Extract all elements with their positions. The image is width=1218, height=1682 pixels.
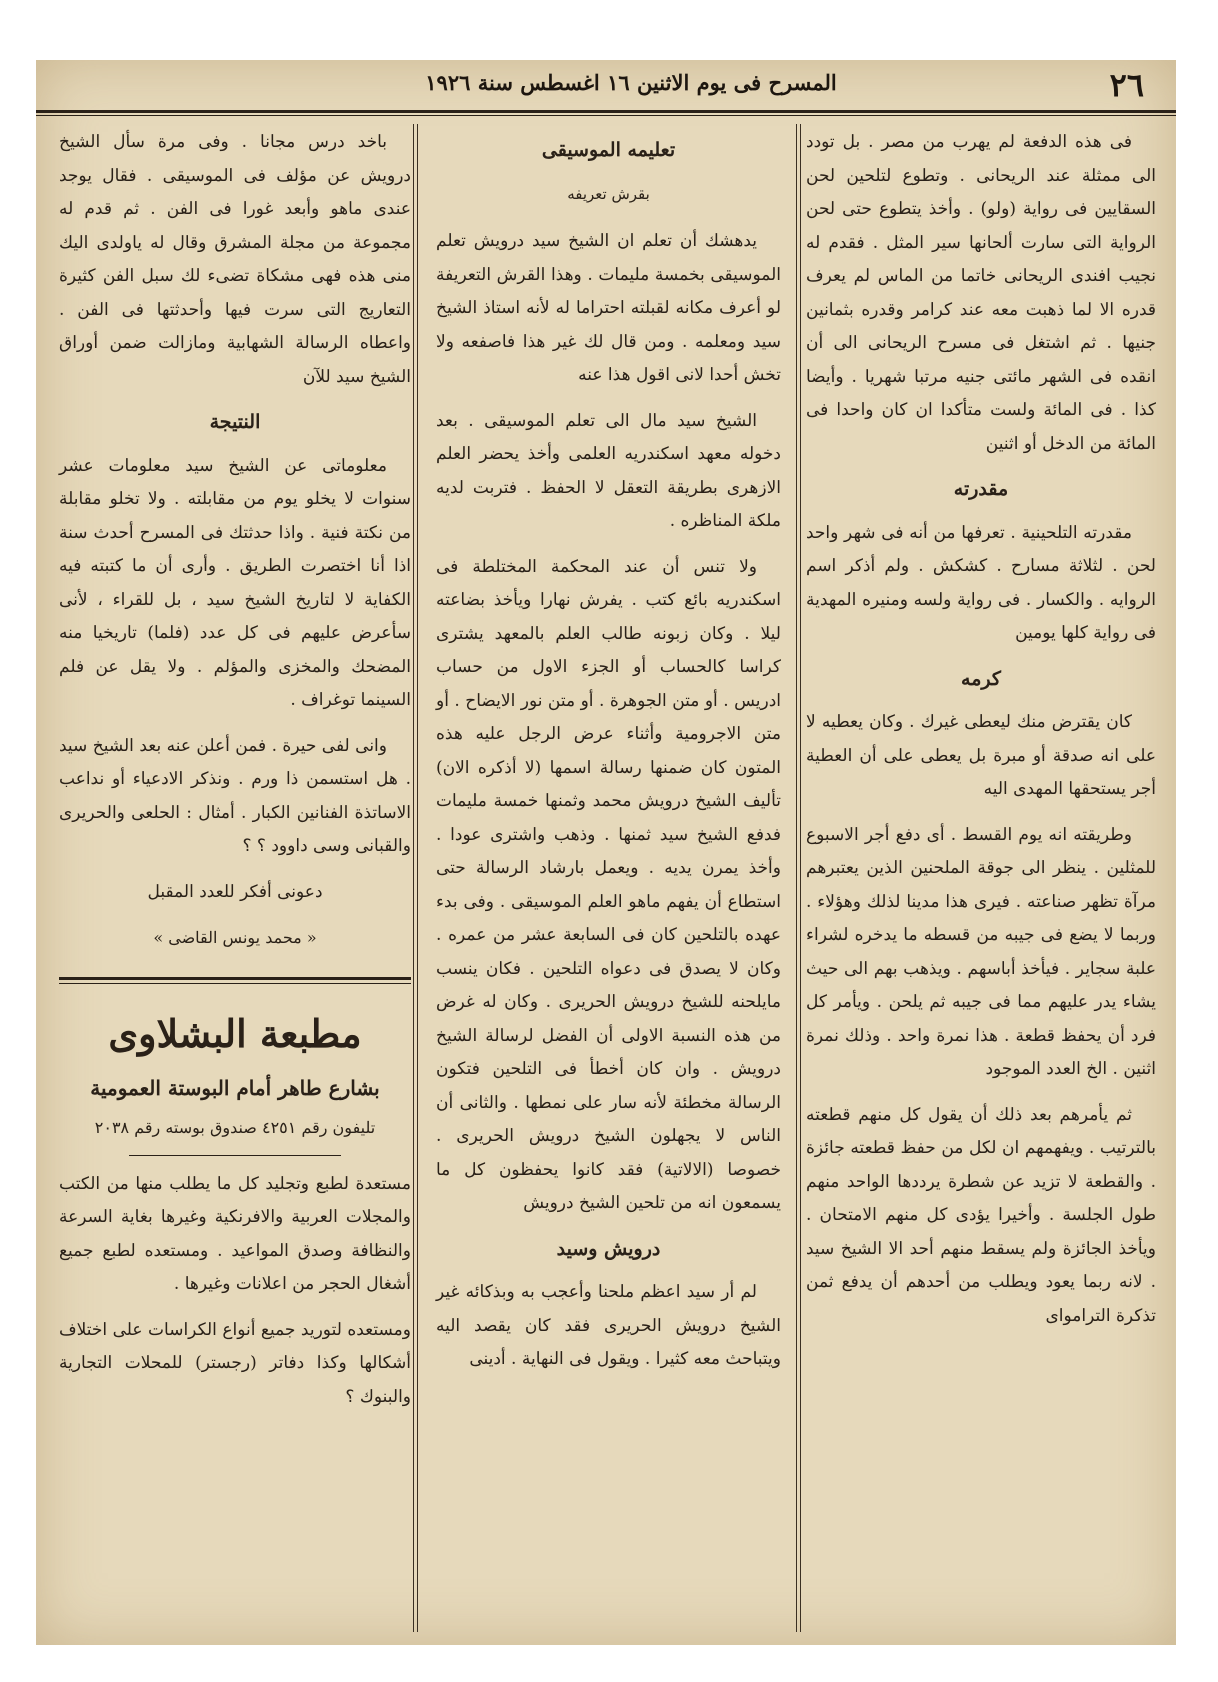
column-divider-right-inner [796,124,797,1632]
ad-divider [129,1155,340,1156]
article-paragraph: فى هذه الدفعة لم يهرب من مصر . بل تودد الى ممثلة عند الريحانى . وتطوع لتلحين لحن السقايين فى رواية (ولو) . وأخذ يتطوع حتى لحن الرواية التى سارت ألحانها سير المثل . فقدم له نجيب افندى الريحانى خاتما من الماس لم يعرف قدره الا لما ذهبت معه عند كرامر وقدره بثمانين جنيها . ثم اشتغل فى مسرح الريحانى الى أن انقده فى الشهر مائتى جنيه مرتبا شهريا . وأيضا كذا . فى المائة ولست متأكدا ان كان واحدا فى المائة من الدخل أو اثنين [806,132,1156,454]
section-heading-darwish-and-sayed: درويش وسيد [556,1237,661,1260]
section-heading-music-education: تعليمه الموسيقى [541,139,676,161]
article-paragraph: ولا تنس أن عند المحكمة المختلطة فى اسكندريه بائع كتب . يفرش نهارا ويأخذ بضاعته ليلا . وكان زبونه طالب العلم بالمعهد يشترى كراسا كالحساب أو الجزء الاول من حساب ادريس . أو متن الجوهرة . أو متن نور الايضاح . أو متن الاجرومية وأثناء عرض الرجل عليه هذه المتون كان ضمنها رسالة اسمها (لا أذكره الان) تأليف الشيخ درويش محمد وثمنها خمسة مليمات فدفع الشيخ سيد ثمنها . وذهب واشترى عودا . وأخذ يمرن يديه . ويعمل بارشاد الرسالة حتى استطاع أن يفهم ماهو العلم الموسيقى . وفى بدء عهده بالتلحين كان فى السابعة عشر من عمره . وكان لا يصدق فى دعواه التلحين . فكان ينسب مايلحنه للشيخ درويش الحريرى . وكان له غرض من هذه النسبة الاولى أن الفضل لرسالة الشيخ درويش . وان كان أخطأ فى التلحين فتكون الرسالة مخطئة لأنه سار على نمطها . والثانى أن الناس لا يجهلون الشيخ درويش الحريرى . خصوصا (الالاتية) فقد كانوا يحفظون كل ما يسمعون انه من تلحين الشيخ درويش [436,556,781,1213]
ad-title: مطبعة البشلاوى [108,1010,362,1056]
article-paragraph: وانى لفى حيرة . فمن أعلن عنه بعد الشيخ سيد . هل استسمن ذا ورم . ونذكر الادعياء أو نداعب الاساتذة الفنانين الكبار . أمثال : الحلعى والحريرى والقبانى وسى داوود ؟ ؟ [59,735,411,856]
article-paragraph: باخد درس مجانا . وفى مرة سأل الشيخ درويش عن مؤلف فى الموسيقى . فقال يوجد عندى ماهو وأبعد غورا فى الفن . ثم قدم له مجموعة من مجلة المشرق وقال له ياولدى اليك منى هذه فهى مشكاة تضىء لك سبل الفن كثيرة التعاريج التى سرت فيها وأحدثتها فى الفن . واعطاه الرسالة الشهابية ومازالت ضمن أوراق الشيخ سيد للآن [59,132,411,387]
article-paragraph: لم أر سيد اعظم ملحنا وأعجب به وبذكائه غير الشيخ درويش الحريرى فقد كان يقصد اليه ويتباحث معه كثيرا . ويقول فى النهاية . أدينى [436,1282,781,1369]
article-paragraph: كان يقترض منك ليعطى غيرك . وكان يعطيه لا على انه صدقة أو مبرة بل يعطى على أن العطية أجر يستحقها المهدى اليه [806,712,1156,799]
newspaper-page [36,60,1176,1645]
column-divider-right [800,124,801,1632]
left-column [59,126,411,1426]
column-divider-left-inner [413,124,414,1632]
middle-column [436,126,781,1389]
printing-press-advertisement [59,1010,411,1415]
ad-address: بشارع طاهر أمام البوستة العمومية [90,1075,380,1100]
article-paragraph: الشيخ سيد مال الى تعلم الموسيقى . بعد دخوله معهد اسكندريه العلمى وأخذ يحضر العلم الازهرى بطريقة التعقل لا الحفظ . فتربت لديه ملكة المناظره . [436,410,781,531]
page-header [36,60,1176,110]
ad-paragraph: مستعدة لطبع وتجليد كل ما يطلب منها من الكتب والمجلات العربية والافرنكية وغيرها بغاية السرعة والنظافة وصدق المواعيد . ومستعده لطبع جميع أشغال الحجر من اعلانات وغيرها . [59,1173,411,1294]
article-paragraph: ثم يأمرهم بعد ذلك أن يقول كل منهم قطعته بالترتيب . ويفهمهم ان لكل من حفظ قطعته جائزة . والقطعة لا تزيد عن شطرة يرددها الواحد منهم طول الجلسة . وأخيرا يؤدى كل منهم الامتحان . ويأخذ الجائزة ولم يسقط منهم أحد الا الشيخ سيد . لانه ربما يعود ويطلب من أحدهم أن يدفع ثمن تذكرة الترامواى [806,1104,1156,1326]
ad-phone: تليفون رقم ٤٢٥١ صندوق بوسته رقم ٢٠٣٨ [94,1118,376,1137]
ad-paragraph: ومستعده لتوريد جميع أنواع الكراسات على اختلاف أشكالها وكذا دفاتر (رجستر) للمحلات التجارية والبنوك ؟ [59,1319,411,1407]
header-title: المسرح فى يوم الاثنين ١٦ اغسطس سنة ١٩٢٦ [425,70,837,95]
section-subheading: بقرش تعريفه [567,184,650,203]
header-rule [36,110,1176,113]
column-divider-left [417,124,418,1632]
section-heading-result: النتيجة [209,411,261,433]
section-heading-generosity: كرمه [961,667,1001,690]
right-column [806,126,1156,1345]
section-divider [59,977,411,984]
article-paragraph: يدهشك أن تعلم ان الشيخ سيد درويش تعلم الموسيقى بخمسة مليمات . وهذا القرش التعريفة لو أعرف مكانه لقبلته احتراما له لأنه استاذ الشيخ سيد ومعلمه . ومن قال لك غير هذا فاصفعه ولا تخش أحدا لانى اقول هذا عنه [436,231,781,385]
header-rule-thin [36,115,1176,116]
article-paragraph: وطريقته انه يوم القسط . أى دفع أجر الاسبوع للمثلين . ينظر الى جوقة الملحنين الذين يعتبرهم مرآة تظهر صناعته . فيرى هذا مدينا لذلك وهؤلاء . وربما لا يضع فى جيبه من قسطه ما يدخره لشراء علبة سجاير . فيأخذ أباسهم . ويذهب بهم الى حيث يشاء يدر عليهم مما فى جيبه ثم يلحن . ويأمر كل فرد أن يحفظ قطعة . هذا نمرة واحد . وذلك نمرة اثنين . الخ العدد الموجود [806,824,1156,1079]
article-paragraph: معلوماتى عن الشيخ سيد معلومات عشر سنوات لا يخلو يوم من مقابلته . ولا تخلو مقابلة من نكتة فنية . واذا حدثتك فى المسرح أحدث سنة اذا أنا اختصرت الطريق . وأرى أن ما كتبته فيه الكفاية لا لتاريخ الشيخ سيد ، بل للقراء ، لأنى سأعرض عليهم فى كل عدد (فلما) تاريخيا منه المضحك والمخزى والمؤلم . ولا يقل عن فلم السينما توغراف . [59,455,411,710]
section-heading-ability: مقدرته [953,478,1009,500]
page-number: ٢٦ [1109,66,1144,104]
article-paragraph: مقدرته التلحينية . تعرفها من أنه فى شهر واحد لحن . لثلاثة مسارح . كشكش . ولم أذكر اسم الروايه . والكسار . فى رواية ولسه ومنيره المهدية فى رواية كلها يومين [806,522,1156,643]
article-paragraph: دعونى أفكر للعدد المقبل [147,881,323,902]
author-signature: « محمد يونس القاضى » [153,928,317,947]
